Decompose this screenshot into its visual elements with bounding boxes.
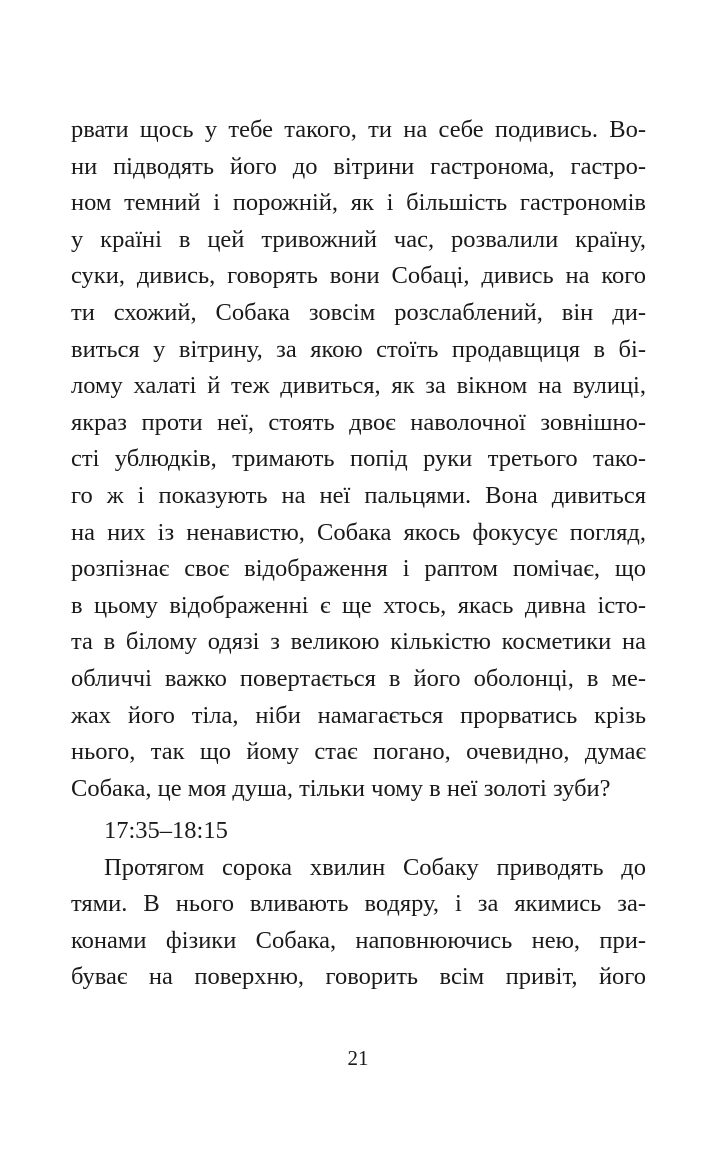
text-line: Собака, це моя душа, тільки чому в неї золоті зуби? <box>71 774 611 802</box>
text-line: виться у вітрину, за якою стоїть продавщиця в бі- <box>71 335 646 363</box>
text-line: буває на поверхню, говорить всім привіт, його <box>71 963 646 991</box>
section-time-heading: 17:35–18:15 <box>104 817 228 844</box>
text-line: ни підводять його до вітрини гастронома, гастро- <box>71 152 646 180</box>
text-line: суки, дивись, говорять вони Собаці, дивись на кого <box>71 262 646 290</box>
text-line: та в білому одязі з великою кількістю косметики на <box>71 628 646 656</box>
page-number: 21 <box>347 1046 369 1070</box>
text-line: го ж і показують на неї пальцями. Вона дивиться <box>71 481 646 509</box>
text-line: конами фізики Собака, наповнюючись нею, при- <box>71 926 646 954</box>
text-line: у країні в цей тривожний час, розвалили країну, <box>71 225 646 253</box>
text-line: ном темний і порожній, як і більшість гастрономів <box>71 189 646 217</box>
text-line: жах його тіла, ніби намагається прорватись крізь <box>71 701 646 729</box>
paragraph-continued <box>71 112 646 807</box>
text-line: якраз проти неї, стоять двоє наволочної зовнішно- <box>71 408 646 436</box>
text-line: розпізнає своє відображення і раптом помічає, що <box>71 555 646 583</box>
text-line: обличчі важко повертається в його оболонці, в ме- <box>71 664 646 692</box>
text-line: на них із ненавистю, Собака якось фокусує погляд, <box>71 518 646 546</box>
text-line: рвати щось у тебе такого, ти на себе подивись. Во- <box>71 116 646 143</box>
new-section <box>71 813 646 996</box>
text-line: тями. В нього вливають водяру, і за якимись за- <box>71 890 646 918</box>
text-line: сті ублюдків, тримають попід руки третього тако- <box>71 445 646 473</box>
text-line: лому халаті й теж дивиться, як за вікном на вулиці, <box>71 372 646 400</box>
text-line: Протягом сорока хвилин Собаку приводять до <box>104 853 646 881</box>
text-line: ти схожий, Собака зовсім розслаблений, він ди- <box>71 298 646 326</box>
text-line: в цьому відображенні є ще хтось, якась дивна істо- <box>71 591 646 619</box>
text-line: нього, так що йому стає погано, очевидно, думає <box>71 738 646 766</box>
